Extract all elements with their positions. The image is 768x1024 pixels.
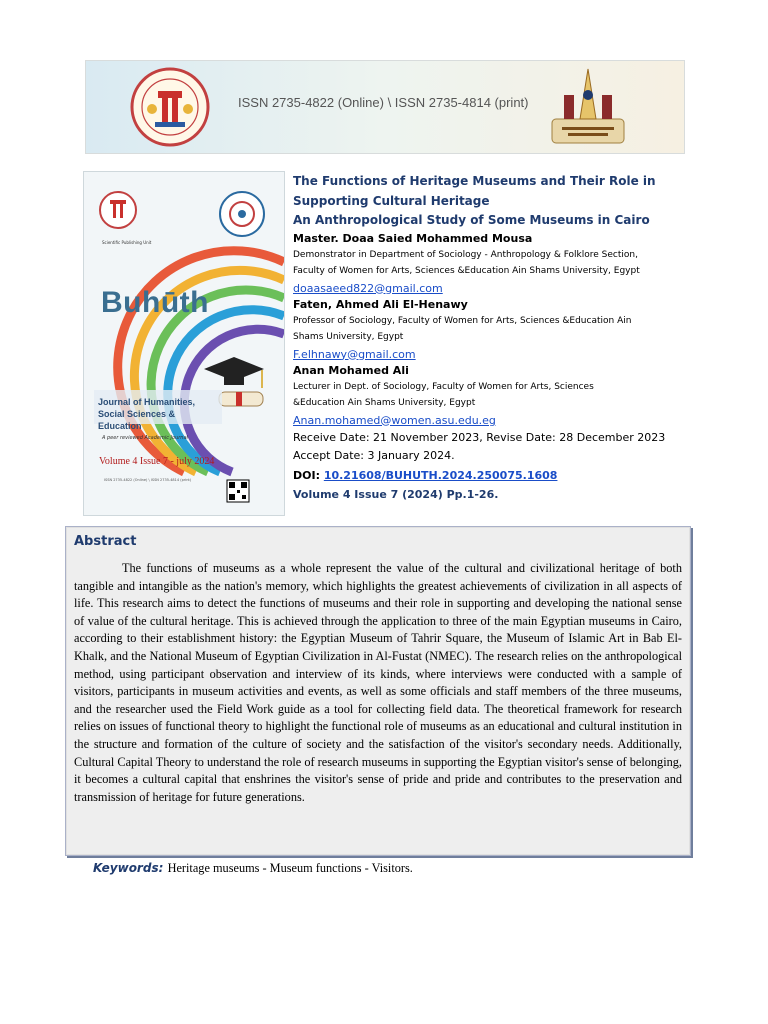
author-1-affiliation-2: Faculty of Women for Arts, Sciences &Education Ain Shams University, Egypt	[293, 266, 640, 276]
author-3-email-link[interactable]: Anan.mohamed@women.asu.edu.eg	[293, 413, 496, 427]
abstract-box	[65, 526, 691, 856]
journal-banner	[85, 60, 685, 154]
article-title-line-2: Supporting Cultural Heritage	[293, 193, 490, 208]
doi-line	[293, 466, 713, 485]
abstract-heading: Abstract	[74, 534, 137, 549]
volume-issue-pages: Volume 4 Issue 7 (2024) Pp.1-26.	[293, 487, 499, 501]
author-2-affiliation-2: Shams University, Egypt	[293, 332, 404, 342]
journal-cover-image	[83, 171, 285, 516]
university-seal-logo	[124, 65, 218, 149]
article-subtitle: An Anthropological Study of Some Museums in Cairo	[293, 213, 650, 227]
author-2-affiliation-1: Professor of Sociology, Faculty of Women for Arts, Sciences &Education Ain	[293, 315, 632, 326]
author-1-affiliation-1: Demonstrator in Department of Sociology - Anthropology & Folklore Section,	[293, 249, 638, 260]
author-2-email-link[interactable]: F.elhnawy@gmail.com	[293, 347, 416, 361]
receive-revise-dates: Receive Date: 21 November 2023, Revise Date: 28 December 2023	[293, 430, 666, 444]
author-3-affiliation-2: &Education Ain Shams University, Egypt	[293, 398, 476, 408]
doi-link[interactable]: 10.21608/BUHUTH.2024.250075.1608	[323, 468, 558, 482]
faculty-logo	[542, 65, 634, 149]
keywords-line	[93, 861, 413, 876]
cover-peer-reviewed: A peer reviewed Academic Journal	[102, 435, 188, 441]
abstract-text: The functions of museums as a whole represent the value of the cultural and civilizational heritage of both tangible and intangible as the nation's memory, which highlights the greatest achievements of civilization in all aspects of life. This research aims to detect the functions of museums and their role in supporting and developing the national sense of value of the cultural heritage. This is achieved through the application to three of the main Egyptian museums in Cairo, according to their establishment history: the Egyptian Museum of Tahrir Square, the Museum of Islamic Art in Bab El-Khalk, and the National Museum of Egyptian Civilization in Al-Fustat (NMEC). The research relies on the anthropological method, using participant observation and interview of its kinds, where interviews were conducted with a sample of visitors, participants in museum activities and events, as well as some officials and staff members of the three museums, and the researcher used the Field Work guide as a tool for collecting field data. The theoretical framework for research relies on issues of functional theory to highlight the functional role of museums as an educational and cultural institution in the structure and formation of the culture of society and the satisfaction of the visitor's secondary needs. Additionally, Cultural Capital Theory to understand the role of research museums in supporting the Egyptian visitor's sense of belonging, it becomes a cultural capital that enshrines the visitor's sense of pride and pride and contributes to the preservation and transmission of heritage for future generations.	[74, 561, 682, 804]
keywords-separator: :	[158, 861, 168, 875]
author-1-email-link[interactable]: doaasaeed822@gmail.com	[293, 281, 443, 295]
accept-date: Accept Date: 3 January 2024.	[293, 449, 455, 462]
cover-issn: ISSN 2735-4822 (Online) \ ISSN 2735-4814 (print)	[104, 478, 192, 482]
cover-journal-name: Journal of Humanities, Social Sciences & Education	[98, 397, 196, 431]
article-title-line-1: The Functions of Heritage Museums and Their Role in	[293, 174, 656, 188]
cover-volume: Volume 4 Issue 7 - july 2024	[99, 456, 215, 467]
banner-issn-text: ISSN 2735-4822 (Online) \ ISSN 2735-4814 (print)	[238, 95, 529, 110]
author-3-name: Anan Mohamed Ali	[293, 363, 409, 377]
article-info	[293, 172, 713, 504]
keywords-label: Keywords	[93, 861, 159, 875]
author-3-affiliation-1: Lecturer in Dept. of Sociology, Faculty of Women for Arts, Sciences	[293, 381, 594, 392]
keywords-text: Heritage museums - Museum functions - Visitors.	[167, 861, 413, 875]
author-1-name: Master. Doaa Saied Mohammed Mousa	[293, 231, 533, 245]
author-2-name: Faten, Ahmed Ali El-Henawy	[293, 297, 468, 311]
cover-brand-title: Buhūth	[101, 286, 209, 319]
cover-publisher: Scientific Publishing Unit	[102, 240, 152, 245]
doi-label: DOI:	[293, 468, 324, 482]
